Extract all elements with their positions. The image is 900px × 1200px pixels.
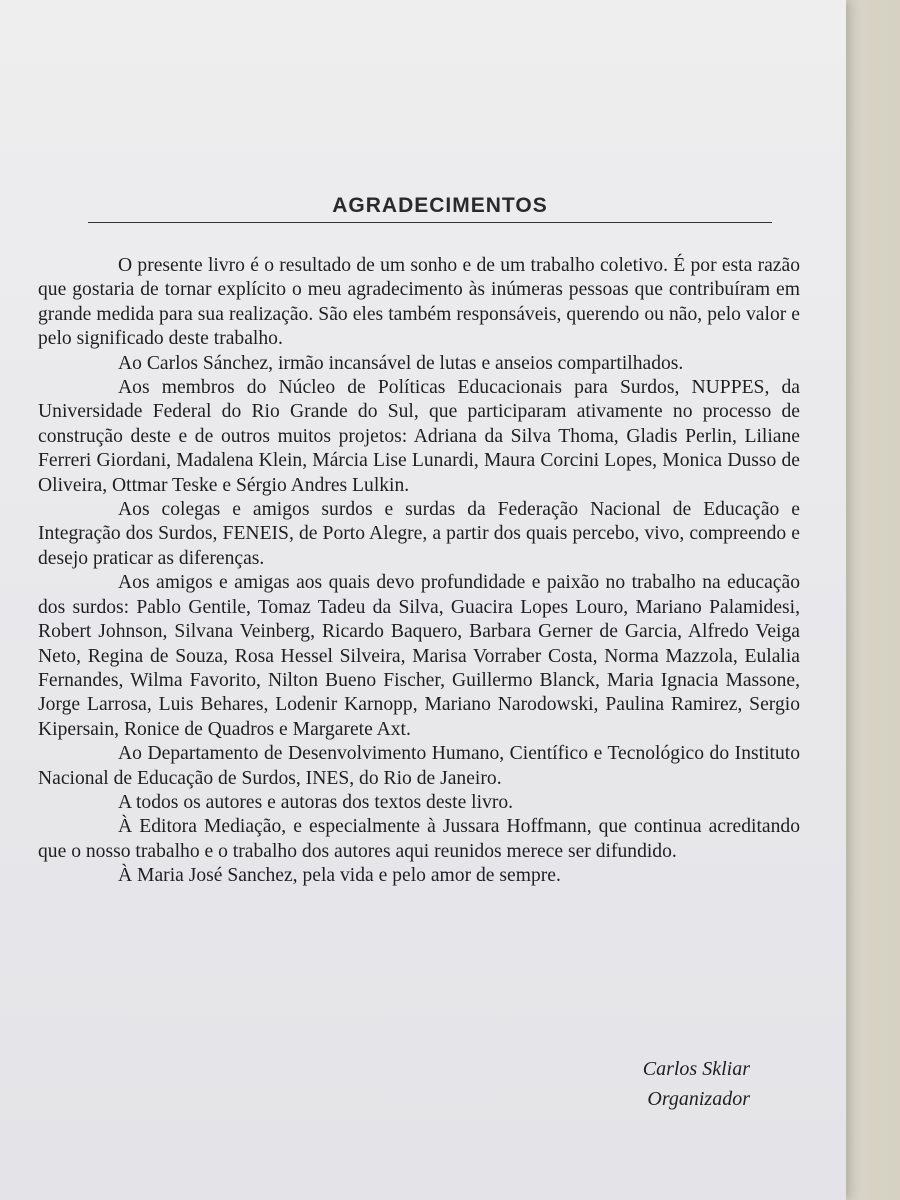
page-title: AGRADECIMENTOS	[332, 194, 548, 217]
signature-role: Organizador	[647, 1088, 750, 1110]
signature-name: Carlos Skliar	[642, 1058, 750, 1080]
paragraph-ines: Ao Departamento de Desenvolvimento Humano, Científico e Tecnológico do Instituto Nacional de Educação de Surdos, INES, do Rio de Janeiro.	[38, 743, 800, 789]
paragraph-feneis: Aos colegas e amigos surdos e surdas da Federação Nacional de Educação e Integração dos Surdos, FENEIS, de Porto Alegre, a partir dos quais percebo, vivo, compreendo e desejo praticar as diferenças.	[38, 499, 800, 569]
heading-block	[88, 194, 772, 223]
paragraph-nuppes: Aos membros do Núcleo de Políticas Educacionais para Surdos, NUPPES, da Universidade Federal do Rio Grande do Sul, que participaram ativamente no processo de construção deste e de outros muitos projetos: Adriana da Silva Thoma, Gladis Perlin, Liliane Ferreri Giordani, Madalena Klein, Márcia Lise Lunardi, Maura Corcini Lopes, Monica Dusso de Oliveira, Ottmar Teske e Sérgio Andres Lulkin.	[38, 377, 800, 496]
acknowledgements-body	[38, 254, 800, 889]
paragraph-maria-jose: À Maria José Sanchez, pela vida e pelo amor de sempre.	[118, 865, 561, 887]
paragraph-friends: Aos amigos e amigas aos quais devo profundidade e paixão no trabalho na educação dos surdos: Pablo Gentile, Tomaz Tadeu da Silva, Guacira Lopes Louro, Mariano Palamidesi, Robert Johnson, Silvana Veinberg, Ricardo Baquero, Barbara Gerner de Garcia, Alfredo Veiga Neto, Regina de Souza, Rosa Hessel Silveira, Marisa Vorraber Costa, Norma Mazzola, Eulalia Fernandes, Wilma Favorito, Nilton Bueno Fischer, Guillermo Blanck, Maria Ignacia Massone, Jorge Larrosa, Luis Behares, Lodenir Karnopp, Mariano Narodowski, Paulina Ramirez, Sergio Kipersain, Ronice de Quadros e Margarete Axt.	[38, 572, 800, 740]
paragraph-carlos-sanchez: Ao Carlos Sánchez, irmão incansável de lutas e anseios compartilhados.	[118, 352, 684, 374]
paragraph-intro: O presente livro é o resultado de um sonho e de um trabalho coletivo. É por esta razão que gostaria de tornar explícito o meu agradecimento às inúmeras pessoas que contribuíram em grande medida para sua realização. São eles também responsáveis, querendo ou não, pelo valor e pelo significado deste trabalho.	[38, 255, 800, 350]
heading-rule	[88, 222, 772, 223]
paragraph-editora: À Editora Mediação, e especialmente à Jussara Hoffmann, que continua acreditando que o nosso trabalho e o trabalho dos autores aqui reunidos merece ser difundido.	[38, 816, 800, 862]
paragraph-authors: A todos os autores e autoras dos textos deste livro.	[118, 791, 514, 813]
signature-block	[643, 1054, 750, 1114]
